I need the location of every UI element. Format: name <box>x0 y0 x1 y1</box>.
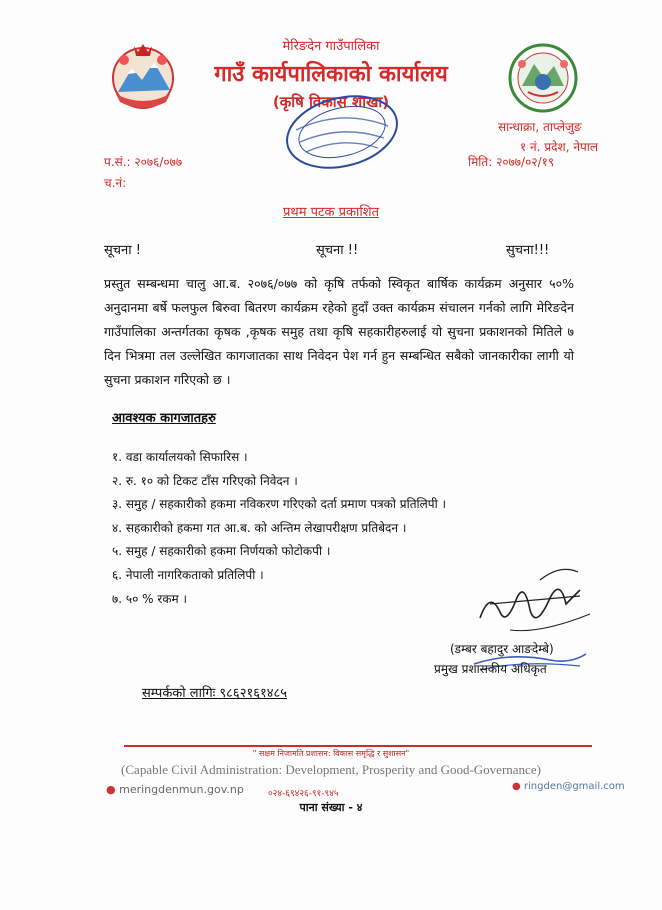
required-documents-list <box>112 446 446 611</box>
email-icon: ● <box>512 781 521 792</box>
footer-divider <box>124 745 592 747</box>
list-item: १. वडा कार्यालयको सिफारिस । <box>112 450 248 464</box>
branch-name: (कृषि विकास शाखा) <box>272 93 390 111</box>
signatory-name: (डम्बर बहादुर आङदेम्बे) <box>450 642 554 656</box>
list-item: ४. सहकारीको हकमा गत आ.ब. को अन्तिम लेखापरीक्षण प्रतिबेदन । <box>112 520 407 535</box>
footer-slogan: " सक्षम निजामति प्रशासन: विकास समृद्धि र सुशासन" <box>252 749 410 758</box>
publication-label: प्रथम पटक प्रकाशित <box>282 205 380 220</box>
signatory-designation: प्रमुख प्रशासकीय अधिकृत <box>434 662 547 676</box>
official-stamp <box>282 94 402 172</box>
address-province: १ नं. प्रदेश, नेपाल <box>520 140 599 154</box>
list-item: २. रु. १० को टिकट टाँस गरिएको निवेदन । <box>112 473 298 488</box>
notice-heading-1: सूचना ! <box>104 243 141 258</box>
letter-date: मिति: २०७७/०२/१९ <box>468 155 555 169</box>
notice-heading-2: सूचना !! <box>316 243 359 258</box>
list-item: ६. नेपाली नागरिकताको प्रतिलिपी । <box>112 567 264 582</box>
footer-email: ● ringden@gmail.com <box>512 781 625 792</box>
list-item: ७. ५० % रकम । <box>112 591 188 606</box>
office-title: गाउँ कार्यपालिकाको कार्यालय <box>214 62 448 87</box>
handwritten-signature <box>470 560 600 646</box>
footer-english-slogan: (Capable Civil Administration: Development, Prosperity and Good-Governance) <box>121 762 541 777</box>
page-number: पाना संख्या - ४ <box>299 801 363 814</box>
contact-number: सम्पर्कको लागिः ९८६२१६१४८५ <box>142 686 288 701</box>
notice-body: प्रस्तुत सम्बन्धमा चालु आ.ब. २०७६/०७७ को कृषि तर्फको स्विकृत बार्षिक कार्यक्रम अनुसार ५०% अनुदानमा बर्षे फलफुल बिरुवा बितरण कार्यक्रम रहेको हुदाँ उक्त कार्यक्रम संचालन गर्नको लागि मेरिङदेन गाउँपालिका अन्तर्गतका कृषक ,कृषक समुह तथा कृषि सहकारीहरुलाई यो सुचना प्रकाशनको मितिले ७ दिन भित्रमा तल उल्लेखित कागजातका साथ निवेदन पेश गर्न हुन सम्बन्धित सबैको जानकारीका लागी यो सुचना प्रकाशन गरिएको छ । <box>104 276 574 387</box>
reference-number: प.सं.: २०७६/०७७ <box>104 155 183 169</box>
dispatch-number: च.नं: <box>104 176 127 190</box>
globe-icon: ● <box>106 783 116 796</box>
list-item: ५. समुह / सहकारीको हकमा निर्णयको फोटोकपी । <box>112 544 331 559</box>
footer-phone: ०२४-६९४२६-९१-९४५ <box>268 789 339 799</box>
notice-heading-3: सुचना!!! <box>506 243 550 258</box>
required-documents-heading: आवश्यक कागजातहरु <box>112 411 216 426</box>
address-location: सान्धाक्रा, ताप्लेजुङ <box>498 120 582 134</box>
list-item: ३. समुह / सहकारीको हकमा नविकरण गरिएको दर्ता प्रमाण पत्रको प्रतिलिपी । <box>112 497 447 512</box>
footer-website: ● meringdenmun.gov.np <box>106 783 244 796</box>
municipality-name: मेरिङदेन गाउँपालिका <box>282 39 380 54</box>
